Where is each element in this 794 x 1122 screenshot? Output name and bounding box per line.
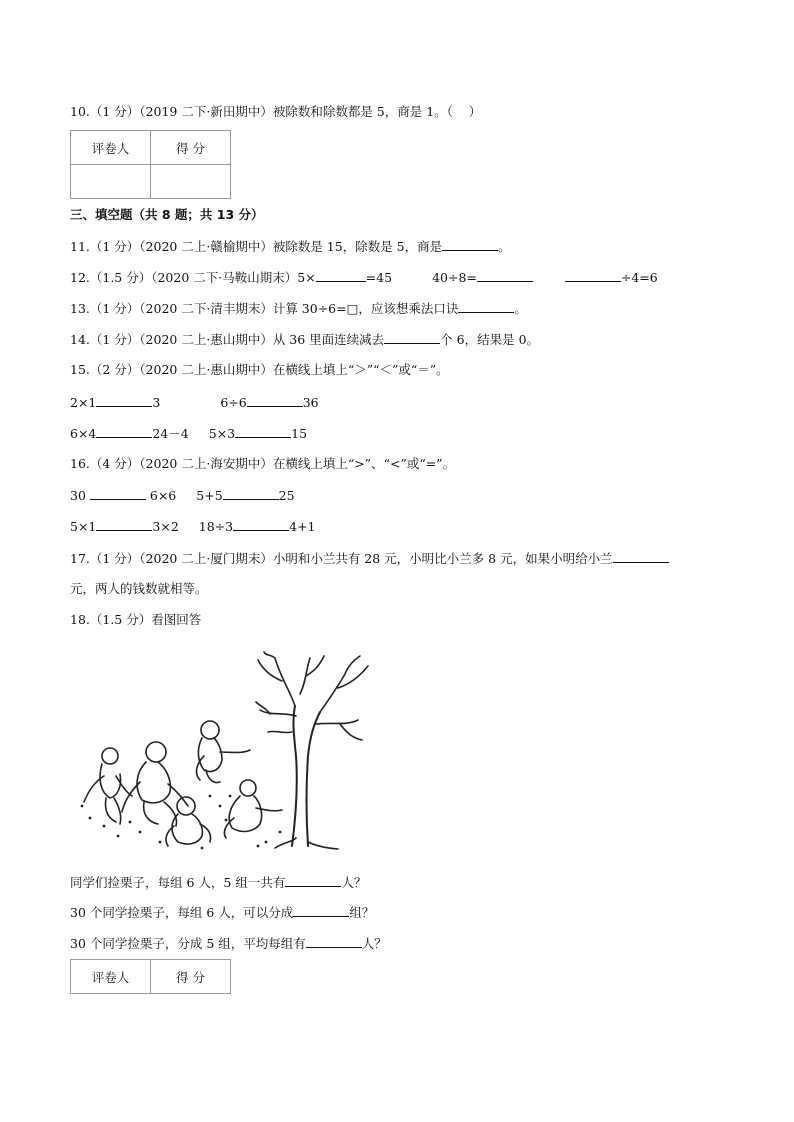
score-table-2 bbox=[70, 959, 231, 994]
reviewer-header: 评卷人 bbox=[71, 131, 151, 165]
answer-blank[interactable] bbox=[458, 300, 514, 313]
score-header: 得 分 bbox=[151, 960, 231, 994]
question-18-sub-1: 同学们捡栗子，每组 6 人，5 组一共有 人？ bbox=[70, 875, 367, 890]
question-17: 17.（1 分）（2020 二上·厦门期末）小明和小兰共有 28 元，小明比小兰多 8 元，如果小明给小兰 bbox=[70, 550, 669, 567]
section-3-heading: 三、填空题（共 8 题；共 13 分） bbox=[70, 207, 264, 222]
score-header: 得 分 bbox=[151, 131, 231, 165]
answer-blank[interactable] bbox=[96, 425, 152, 438]
question-15-row-1: 2×1 3 6÷6 36 bbox=[70, 395, 319, 410]
score-table-1 bbox=[70, 130, 231, 199]
answer-blank[interactable] bbox=[316, 269, 366, 282]
answer-blank[interactable] bbox=[477, 269, 533, 282]
answer-blank[interactable] bbox=[233, 518, 289, 531]
answer-blank[interactable] bbox=[293, 904, 349, 917]
score-cell[interactable] bbox=[151, 165, 231, 199]
reviewer-cell[interactable] bbox=[71, 165, 151, 199]
question-16-row-2: 5×1 3×2 18÷3 4+1 bbox=[70, 519, 316, 534]
question-16: 16.（4 分）（2020 二上·海安期中）在横线上填上“>”、“<”或“=”。 bbox=[70, 456, 456, 471]
question-10: 10.（1 分）（2019 二下·新田期中）被除数和除数都是 5，商是 1。（ ） bbox=[70, 104, 482, 119]
answer-blank[interactable] bbox=[285, 874, 341, 887]
answer-blank[interactable] bbox=[235, 425, 291, 438]
answer-blank[interactable] bbox=[565, 269, 621, 282]
question-16-row-1: 30 6×6 5+5 25 bbox=[70, 488, 295, 503]
question-18-sub-2: 30 个同学捡栗子，每组 6 人，可以分成 组？ bbox=[70, 905, 375, 920]
answer-blank[interactable] bbox=[96, 518, 152, 531]
answer-blank[interactable] bbox=[306, 935, 362, 948]
answer-blank[interactable] bbox=[384, 331, 440, 344]
answer-blank[interactable] bbox=[96, 394, 152, 407]
answer-blank[interactable] bbox=[247, 394, 303, 407]
answer-blank[interactable] bbox=[613, 550, 669, 563]
question-17-line-2: 元，两人的钱数就相等。 bbox=[70, 581, 208, 596]
question-11: 11.（1 分）（2020 二上·赣榆期中）被除数是 15，除数是 5，商是 。 bbox=[70, 239, 511, 254]
answer-blank[interactable] bbox=[442, 238, 498, 251]
answer-blank[interactable] bbox=[90, 487, 146, 500]
question-15: 15.（2 分）（2020 二上·惠山期中）在横线上填上“＞”“＜”或“＝”。 bbox=[70, 362, 449, 377]
question-18: 18.（1.5 分）看图回答 bbox=[70, 612, 202, 627]
reviewer-header: 评卷人 bbox=[71, 960, 151, 994]
question-15-row-2: 6×4 24－4 5×3 15 bbox=[70, 426, 308, 441]
question-14: 14.（1 分）（2020 二上·惠山期中）从 36 里面连续减去 个 6，结果是 0。 bbox=[70, 332, 540, 347]
question-18-sub-3: 30 个同学捡栗子，分成 5 组，平均每组有 人？ bbox=[70, 936, 387, 951]
children-picking-chestnuts-illustration bbox=[70, 646, 390, 856]
question-12: 12.（1.5 分）（2020 二下·马鞍山期末）5× =45 40÷8= ÷4=6 bbox=[70, 270, 658, 285]
answer-blank[interactable] bbox=[223, 487, 279, 500]
question-13: 13.（1 分）（2020 二下·清丰期末）计算 30÷6=□，应该想乘法口诀 。 bbox=[70, 301, 527, 316]
